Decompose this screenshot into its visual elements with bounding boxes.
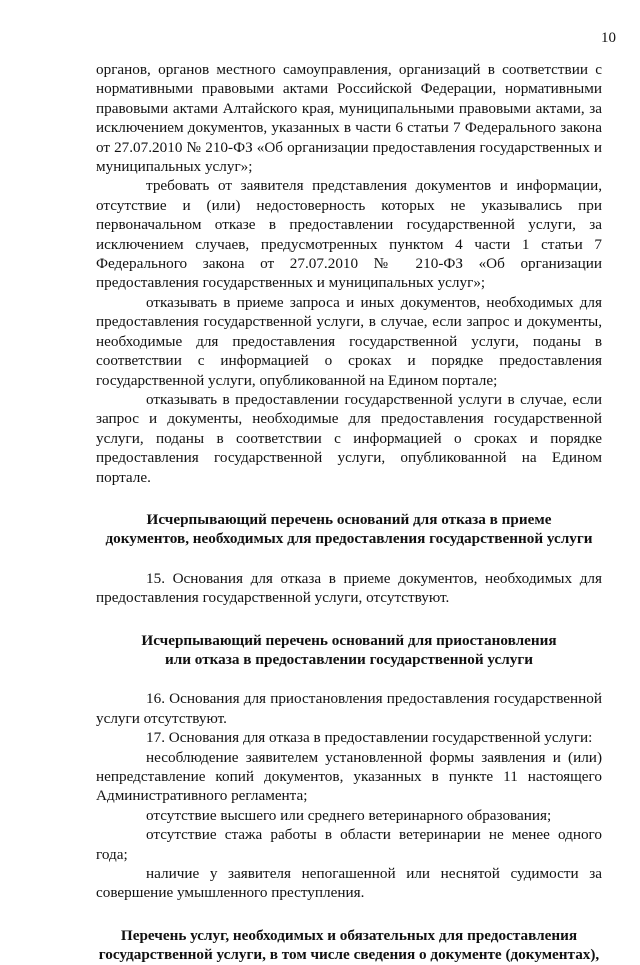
paragraph-17: 17. Основания для отказа в предоставлении государственной услуги: [146,729,593,747]
document-body [96,60,602,965]
paragraph-16: 16. Основания для приостановления предоставления государственной услуги отсутствуют. [96,690,602,727]
section-heading-required-services [96,926,602,965]
list-item-no-experience: отсутствие стажа работы в области ветеринарии не менее одного года; [96,826,602,863]
paragraph-refuse-provision: отказывать в предоставлении государственной услуги в случае, если запрос и документы, необходимые для предоставления государственной услуги, поданы в соответствии с информацией о сроках и порядке предоставления государственной услуги, опубликованной на Едином портале. [96,390,602,486]
paragraph-15: 15. Основания для отказа в приеме документов, необходимых для предоставления государственной услуги, отсутствуют. [96,569,602,607]
paragraph-continuation: органов, органов местного самоуправления, организаций в соответствии с нормативными правовыми актами Российской Федерации, нормативными правовыми актами Алтайского края, муниципальными правовыми актами, за исключением документов, указанных в части 6 статьи 7 Федерального закона от 27.07.2010 № 210-ФЗ «Об организации предоставления государственных и муниципальных услуг»; [96,61,602,176]
section-heading-suspension-refusal [96,631,602,670]
list-item-criminal-record: наличие у заявителя непогашенной или неснятой судимости за совершение умышленного преступления. [96,865,602,902]
list-item-form-noncompliance: несоблюдение заявителем установленной формы заявления и (или) непредставление копий документов, указанных в пункте 11 настоящего Административного регламента; [96,748,602,805]
heading-line: Перечень услуг, необходимых и обязательных для предоставления [120,926,578,944]
paragraph-require-documents: требовать от заявителя представления документов и информации, отсутствие и (или) недостоверность которых не указывались при первоначальном отказе в предоставлении государственной услуги, за исключением случаев, предусмотренных пунктом 4 части 1 статьи 7 Федерального закона от 27.07.2010 № 210-ФЗ «Об организации предоставления государственных и муниципальных услуг»; [96,177,602,292]
section-heading-refusal-acceptance [96,510,602,549]
heading-line: государственной услуги, в том числе сведения о документе (документах), [98,946,600,964]
heading-line: Исчерпывающий перечень оснований для отказа в приеме [146,510,552,528]
paragraph-refuse-acceptance: отказывать в приеме запроса и иных документов, необходимых для предоставления государственной услуги, в случае, если запрос и документы, необходимые для предоставления государственной услуги, поданы в соответствии с информацией о сроках и порядке предоставления государственной услуги, опубликованной на Едином портале; [96,293,602,389]
page-number: 10 [601,30,616,46]
list-item-no-education: отсутствие высшего или среднего ветеринарного образования; [146,806,552,824]
heading-line: или отказа в предоставлении государственной услуги [164,650,533,668]
heading-line: документов, необходимых для предоставления государственной услуги [105,530,593,548]
heading-line: Исчерпывающий перечень оснований для приостановления [141,631,557,649]
